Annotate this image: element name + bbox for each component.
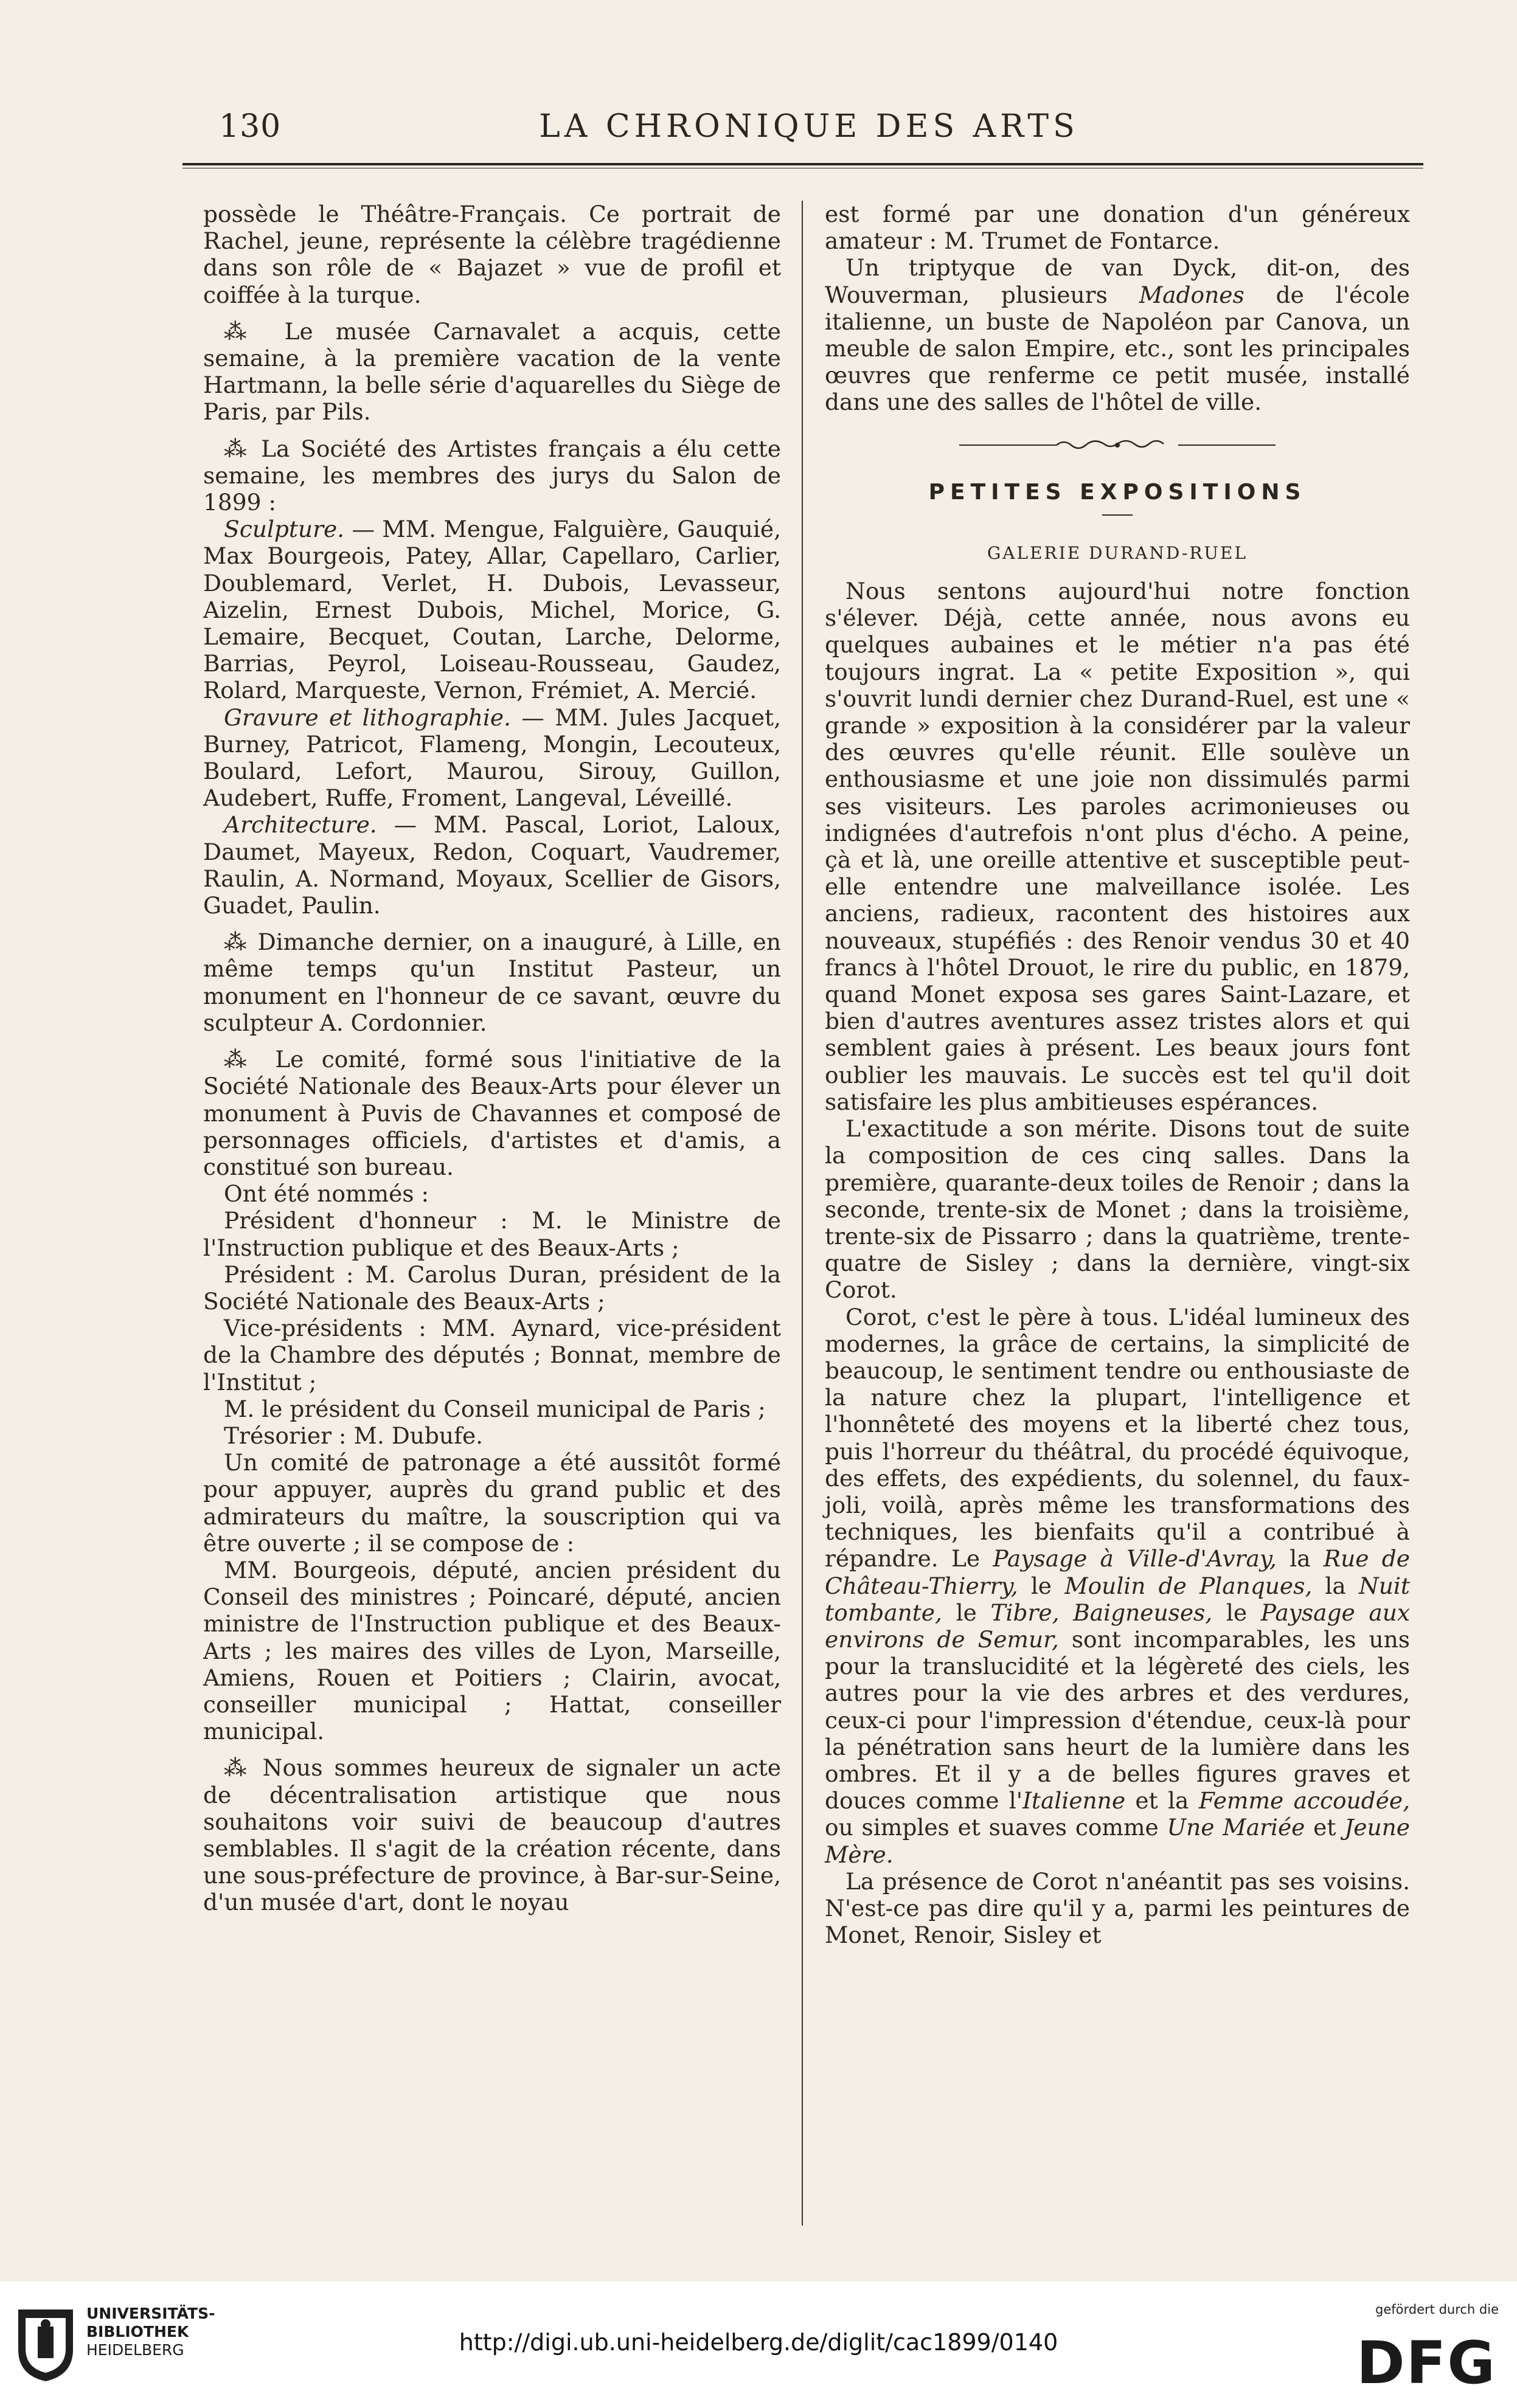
italic-title: Jeune Mère. <box>825 1814 1410 1868</box>
gravure-label: Gravure et lithographie. <box>224 704 512 731</box>
ornament-divider-icon <box>935 438 1300 452</box>
paragraph-patronage-members: MM. Bourgeois, député, ancien président du Conseil des ministres ; Poincaré, député, ancien ministre de l'Instruction publique et des Beaux-Arts ; les maires des villes de Lyon, Marseille, Amiens, Rouen et Poitiers ; Clairin, avocat, conseiller municipal ; Hattat, conseiller municipal. <box>203 1556 781 1745</box>
text-run: et la <box>1125 1787 1199 1815</box>
page-number: 130 <box>219 108 282 145</box>
italic-title: Italienne <box>1022 1787 1126 1815</box>
paragraph-petite-exposition: Nous sentons aujourd'hui notre fonction s'élever. Déjà, cette année, nous avons eu quelques aubaines et le métier n'a pas été toujours ingrat. La « petite Exposition », qui s'ouvrit lundi dernier chez Durand-Ruel, est une « grande » exposition à la considérer par la valeur des œuvres qu'elle réunit. Elle soulève un enthousiasme et une joie non dissimulés parmi ses visiteurs. Les paroles acrimonieuses ou indignées d'autrefois n'ont plus d'écho. A peine, çà et là, une oreille attentive et susceptible peut-elle entendre une malveillance isolée. Les anciens, radieux, racontent des histoires aux nouveaux, stupéfiés : des Renoir vendus 30 et 40 francs à l'hôtel Drouot, le rire du public, en 1879, quand Monet exposa ses gares Saint-Lazare, et bien d'autres aventures assez tristes alors et qui semblent gaies à présent. Les beaux jours font oublier les mauvais. Le succès est tel qu'il doit satisfaire les plus ambitieuses espérances. <box>825 578 1410 1115</box>
text-run: Corot, c'est le père à tous. L'idéal lumineux des modernes, la grâce de certains, la simplicité de beaucoup, le sentiment tendre ou enthousiaste de la nature chez la plupart, l'intelligence et l'honnêteté des moyens et la liberté chez tous, puis l'horreur du théâtral, du procédé équivoque, des effets, des expédients, du solennel, du faux-joli, voilà, après même les transformations des techniques, les bienfaits qu'il a contribué à répandre. Le <box>825 1303 1410 1572</box>
text-run: Un triptyque de van Dyck, dit-on, des Wouverman, plusieurs <box>825 254 1410 308</box>
right-column <box>825 201 1410 1948</box>
italic-title: Tibre, Baigneuses, <box>990 1599 1213 1626</box>
paragraph-carnavalet: ⁂ Le musée Carnavalet a acquis, cette semaine, à la première vacation de la vente Hartmann, la belle série d'aquarelles du Siège de Paris, par Pils. <box>203 317 781 426</box>
italic-title: Nuit tombante, <box>825 1572 1410 1626</box>
digitization-url-link[interactable]: http://digi.ub.uni-heidelberg.de/diglit/cac1899/0140 <box>459 2329 1058 2356</box>
paragraph-bar-sur-seine: ⁂ Nous sommes heureux de signaler un acte de décentralisation artistique que nous souhaitons voir suivi de beaucoup d'autres semblables. Il s'agit de la création récente, dans une sous-préfecture de province, à Bar-sur-Seine, d'un musée d'art, dont le noyau <box>203 1754 781 1916</box>
text-run: la <box>1312 1572 1359 1599</box>
sculpture-members: — MM. Mengue, Falguière, Gauquié, Max Bourgeois, Patey, Allar, Capellaro, Carlier, Doublemard, Verlet, H. Dubois, Levasseur, Aizelin, Ernest Dubois, Michel, Morice, G. Lemaire, Becquet, Coutan, Larche, Delorme, Barrias, Peyrol, Loiseau-Rousseau, Gaudez, Rolard, Marqueste, Vernon, Frémiet, A. Mercié. <box>203 516 781 704</box>
text-run: de l'école italienne, un buste de Napoléon par Canova, un meuble de salon Empire, etc., sont les principales œuvres que renferme ce petit musée, installé dans une des salles de l'hôtel de ville. <box>825 281 1410 416</box>
running-title: LA CHRONIQUE DES ARTS <box>539 108 1079 145</box>
paragraph-sculpture-jury <box>203 516 781 704</box>
text-run: et <box>1305 1814 1345 1841</box>
italic-title: Femme accoudée, <box>1198 1787 1410 1815</box>
paragraph-lille-monument: ⁂ Dimanche dernier, on a inauguré, à Lille, en même temps qu'un Institut Pasteur, un monument en l'honneur de ce savant, œuvre du sculpteur A. Cordonnier. <box>203 929 781 1036</box>
italic-title: Paysage aux environs de Semur, <box>825 1599 1411 1653</box>
dfg-logo: DFG <box>1356 2329 1496 2397</box>
italic-title: Paysage à Ville-d'Avray, <box>993 1545 1277 1572</box>
sculpture-label: Sculpture. <box>224 516 345 543</box>
paragraph-conseil-municipal: M. le président du Conseil municipal de Paris ; <box>224 1395 766 1422</box>
subheading: GALERIE DURAND-RUEL <box>987 542 1248 563</box>
section-title: PETITES EXPOSITIONS <box>928 479 1307 505</box>
paragraph-voisins: La présence de Corot n'anéantit pas ses voisins. N'est-ce pas dire qu'il y a, parmi les peintures de Monet, Renoir, Sisley et <box>825 1867 1410 1949</box>
left-column <box>203 201 781 1926</box>
architecture-members: — MM. Pascal, Loriot, Laloux, Daumet, Mayeux, Redon, Coquart, Vaudremer, Raulin, A. Normand, Moyaux, Scellier de Gisors, Guadet, Paulin. <box>203 811 781 919</box>
text-run: le <box>1212 1599 1261 1626</box>
text-run: le <box>942 1599 991 1626</box>
paragraph-comite-patronage: Un comité de patronage a été aussitôt formé pour appuyer, auprès du grand public et des admirateurs du maître, la souscription qui va être ouverte ; il se compose de : <box>203 1449 781 1557</box>
paragraph-corot <box>825 1304 1410 1868</box>
header-rule <box>182 163 1423 165</box>
text-run: ou simples et suaves comme <box>825 1814 1167 1841</box>
text-run: le <box>1018 1572 1065 1599</box>
paragraph-triptyque <box>825 254 1410 415</box>
italic-title: Moulin de Planques, <box>1064 1572 1313 1599</box>
library-name-line: HEIDELBERG <box>86 2341 184 2359</box>
paragraph-gravure-jury <box>203 704 781 812</box>
page-header <box>189 108 1429 157</box>
gravure-members: — MM. Jules Jacquet, Burney, Patricot, Flameng, Mongin, Lecouteux, Boulard, Lefort, Maurou, Sirouy, Guillon, Audebert, Ruffe, Froment, Langeval, Léveillé. <box>203 704 781 812</box>
text-run: sont incomparables, les uns pour la translucidité et la légèreté des ciels, les autres pour la vie des arbres et des verdures, ceux-ci pour l'impression d'étendue, ceux-là pour la pénétration sans heurt de la lumière dans les ombres. Et il y a de belles figures graves et douces comme l' <box>825 1625 1410 1815</box>
paragraph-president-honneur: Président d'honneur : M. le Ministre de l'Instruction publique et des Beaux-Arts ; <box>203 1207 781 1261</box>
section-dash <box>1102 514 1133 516</box>
paragraph-puvis-committee: ⁂ Le comité, formé sous l'initiative de la Société Nationale des Beaux-Arts pour élever un monument à Puvis de Chavannes et composé de personnages officiels, d'artistes et d'amis, a constitué son bureau. <box>203 1046 781 1180</box>
text-run: la <box>1276 1545 1324 1572</box>
funding-note: gefördert durch die <box>1375 2302 1499 2317</box>
paragraph-donation: est formé par une donation d'un généreux amateur : M. Trumet de Fontarce. <box>825 201 1410 255</box>
paragraph-composition-salles: L'exactitude a son mérite. Disons tout de suite la composition de ces cinq salles. Dans la première, quarante-deux toiles de Renoir ; dans la seconde, trente-six de Monet ; dans la troisième, trente-six de Pissarro ; dans la quatrième, trente-quatre de Sisley ; dans la dernière, vingt-six Corot. <box>825 1115 1410 1304</box>
library-name-line: BIBLIOTHEK <box>86 2323 189 2341</box>
paragraph-salon-jurys: ⁂ La Société des Artistes français a élu cette semaine, les membres des jurys du Salon de 1899 : <box>203 435 781 516</box>
paragraph-nommes: Ont été nommés : <box>224 1180 429 1208</box>
column-divider <box>802 201 803 2226</box>
italic-title: Rue de Château-Thierry, <box>825 1545 1410 1599</box>
paragraph-tresorier: Trésorier : M. Dubufe. <box>224 1422 484 1449</box>
library-name-line: UNIVERSITÄTS- <box>86 2305 215 2322</box>
paragraph-vice-presidents: Vice-présidents : MM. Aynard, vice-président de la Chambre des députés ; Bonnat, membre de l'Institut ; <box>203 1315 781 1396</box>
paragraph-president: Président : M. Carolus Duran, président de la Société Nationale des Beaux-Arts ; <box>203 1261 781 1315</box>
italic-title: Une Mariée <box>1167 1814 1305 1841</box>
italic-title: Madones <box>1139 281 1244 308</box>
paragraph-architecture-jury <box>203 811 781 919</box>
paragraph-rachel-portrait: possède le Théâtre-Français. Ce portrait de Rachel, jeune, représente la célèbre tragédienne dans son rôle de « Bajazet » vue de profil et coiffée à la turque. <box>203 201 781 308</box>
architecture-label: Architecture. <box>224 811 377 839</box>
